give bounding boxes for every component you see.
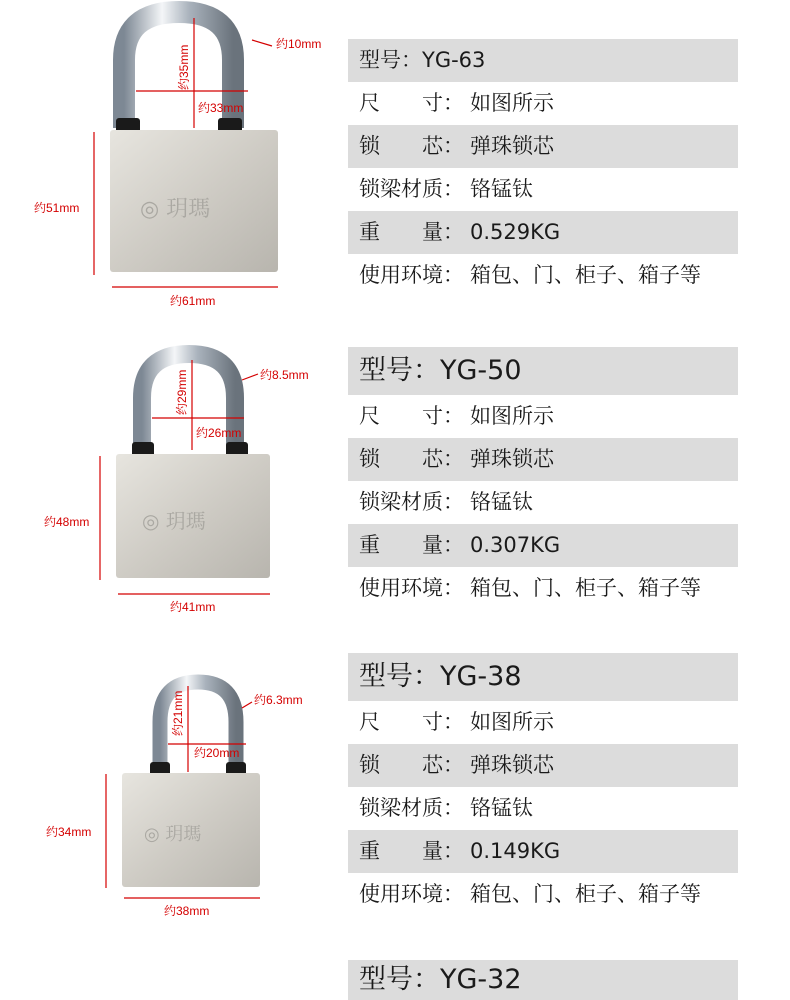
model-label: 型号：	[359, 48, 422, 72]
spec-table-yg50	[348, 347, 738, 610]
spec-row-material: 锁梁材质： 铬锰钛	[359, 490, 533, 514]
spec-row-core: 锁 芯： 弹珠锁芯	[348, 125, 738, 168]
padlock-image-yg50	[20, 330, 340, 630]
body-height-label: 约51mm	[34, 201, 80, 215]
spec-row-weight: 重 量： 0.149KG	[348, 830, 738, 873]
spec-row-usage: 使用环境： 箱包、门、柜子、箱子等	[359, 263, 701, 287]
spec-row-material: 锁梁材质： 铬锰钛	[359, 177, 533, 201]
shackle-height-label: 约29mm	[175, 369, 189, 415]
product-block-yg50	[0, 330, 790, 630]
spec-row-size: 尺 寸： 如图所示	[359, 404, 554, 428]
brand-logo: ◎ 玥瑪	[142, 509, 206, 533]
model-row	[348, 347, 738, 395]
model-label: 型号：	[359, 661, 440, 692]
model-label: 型号：	[359, 355, 440, 386]
shackle-width-label: 约33mm	[198, 101, 244, 115]
product-block-yg38	[0, 636, 790, 936]
spec-row-material: 锁梁材质： 铬锰钛	[359, 796, 533, 820]
product-block-yg63	[0, 0, 790, 320]
spec-row-usage: 使用环境： 箱包、门、柜子、箱子等	[359, 576, 701, 600]
padlock-diagram	[20, 0, 340, 320]
shackle-height-label: 约35mm	[177, 44, 191, 90]
spec-row-core: 锁 芯： 弹珠锁芯	[348, 438, 738, 481]
body-height-label: 约34mm	[46, 825, 92, 839]
model-value: YG-38	[440, 661, 522, 692]
model-row	[348, 653, 738, 701]
shackle-thickness-label: 约6.3mm	[254, 693, 303, 707]
body-height-label: 约48mm	[44, 515, 90, 529]
shackle-width-label: 约26mm	[196, 426, 242, 440]
body-width-label: 约41mm	[170, 600, 216, 614]
model-row	[348, 39, 738, 82]
spec-row-size: 尺 寸： 如图所示	[359, 91, 554, 115]
shackle-thickness-label: 约8.5mm	[260, 368, 309, 382]
body-width-label: 约61mm	[170, 294, 216, 308]
body-width-label: 约38mm	[164, 904, 210, 918]
model-value: YG-50	[440, 355, 522, 386]
spec-table-yg38	[348, 653, 738, 916]
shackle-thickness-label: 约10mm	[276, 37, 322, 51]
dim-line	[252, 40, 272, 46]
padlock-image-yg38	[20, 636, 340, 936]
shackle-width-label: 约20mm	[194, 746, 240, 760]
spec-row-core: 锁 芯： 弹珠锁芯	[348, 744, 738, 787]
padlock-diagram	[20, 330, 340, 630]
spec-row-weight: 重 量： 0.307KG	[348, 524, 738, 567]
model-value: YG-63	[422, 48, 486, 72]
spec-table-yg63	[348, 39, 738, 297]
shackle-height-label: 约21mm	[171, 690, 185, 736]
dim-line	[242, 374, 258, 380]
spec-row-size: 尺 寸： 如图所示	[359, 710, 554, 734]
dim-line	[242, 702, 252, 708]
padlock-image-yg63	[20, 0, 340, 320]
brand-logo: ◎ 玥瑪	[144, 824, 202, 845]
spec-row-usage: 使用环境： 箱包、门、柜子、箱子等	[359, 882, 701, 906]
next-model-row-partial: 型号：YG-32	[348, 960, 738, 1000]
brand-logo: ◎ 玥瑪	[140, 197, 211, 222]
spec-row-weight: 重 量： 0.529KG	[348, 211, 738, 254]
padlock-diagram	[20, 636, 340, 936]
